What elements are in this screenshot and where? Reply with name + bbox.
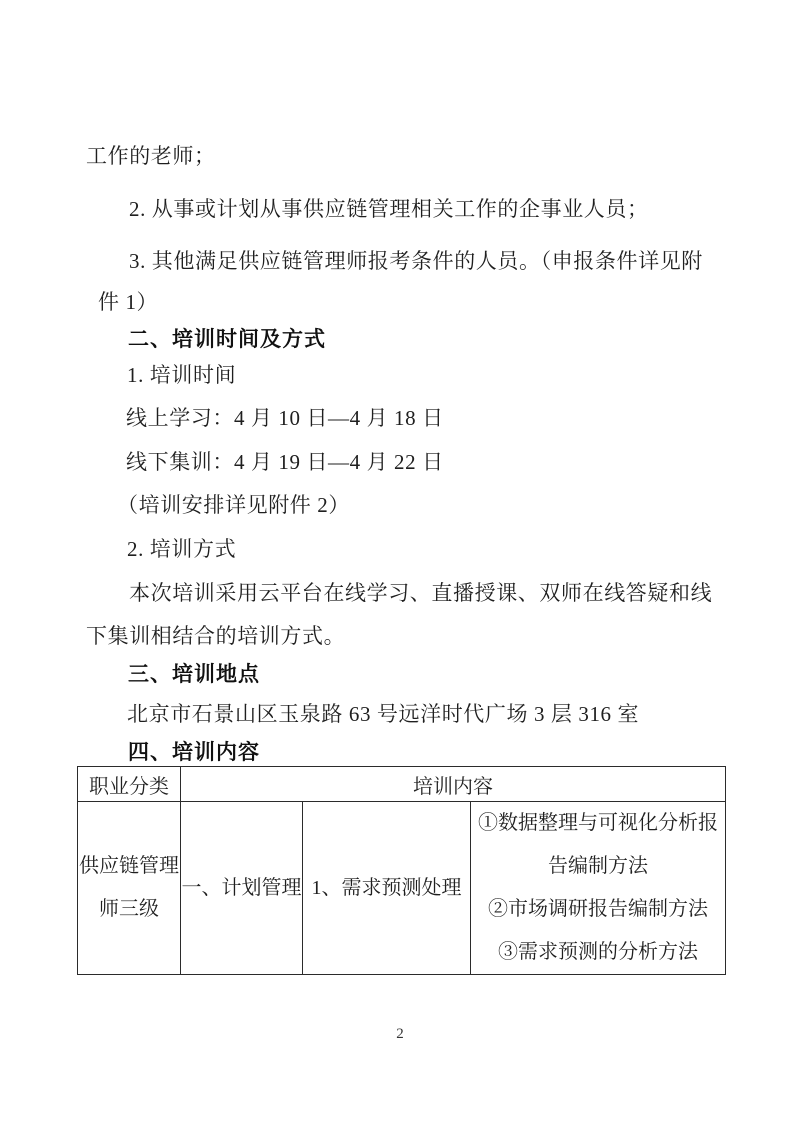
- list-item-3-line1: 3. 其他满足供应链管理师报考条件的人员。（申报条件详见附: [129, 249, 703, 273]
- page-number: 2: [396, 1026, 404, 1042]
- content-item-2: ②市场调研报告编制方法: [488, 898, 708, 920]
- cell-occupation: 供应链管理师三级: [78, 802, 181, 975]
- cell-content-items: [471, 802, 726, 975]
- table-header-row: [78, 767, 726, 802]
- list-item-3-line2: 件 1）: [98, 290, 159, 314]
- table-row: [78, 802, 726, 975]
- section-2-heading: 二、培训时间及方式: [128, 328, 326, 351]
- header-training-content: 培训内容: [181, 767, 726, 802]
- address-line: 北京市石景山区玉泉路 63 号远洋时代广场 3 层 316 室: [127, 702, 640, 726]
- online-schedule: 线上学习：4 月 10 日—4 月 18 日: [126, 406, 444, 430]
- cell-module: 一、计划管理: [181, 802, 303, 975]
- paragraph-continuation: 工作的老师；: [86, 144, 216, 168]
- sub-item-training-time: 1. 培训时间: [127, 363, 237, 387]
- list-item-2: 2. 从事或计划从事供应链管理相关工作的企事业人员；: [129, 197, 649, 221]
- offline-schedule: 线下集训：4 月 19 日—4 月 22 日: [126, 450, 444, 474]
- training-content-table: [77, 766, 726, 975]
- sub-item-training-method: 2. 培训方式: [127, 537, 237, 561]
- schedule-note: （培训安排详见附件 2）: [117, 493, 350, 517]
- cell-topic: 1、需求预测处理: [303, 802, 471, 975]
- content-item-1: ①数据整理与可视化分析报告编制方法: [478, 812, 718, 877]
- method-paragraph-line1: 本次培训采用云平台在线学习、直播授课、双师在线答疑和线: [129, 581, 713, 605]
- header-occupation-category: 职业分类: [78, 767, 181, 802]
- section-3-heading: 三、培训地点: [128, 663, 260, 686]
- method-paragraph-line2: 下集训相结合的培训方式。: [86, 624, 346, 648]
- section-4-heading: 四、培训内容: [128, 741, 260, 764]
- content-item-3: ③需求预测的分析方法: [498, 941, 698, 963]
